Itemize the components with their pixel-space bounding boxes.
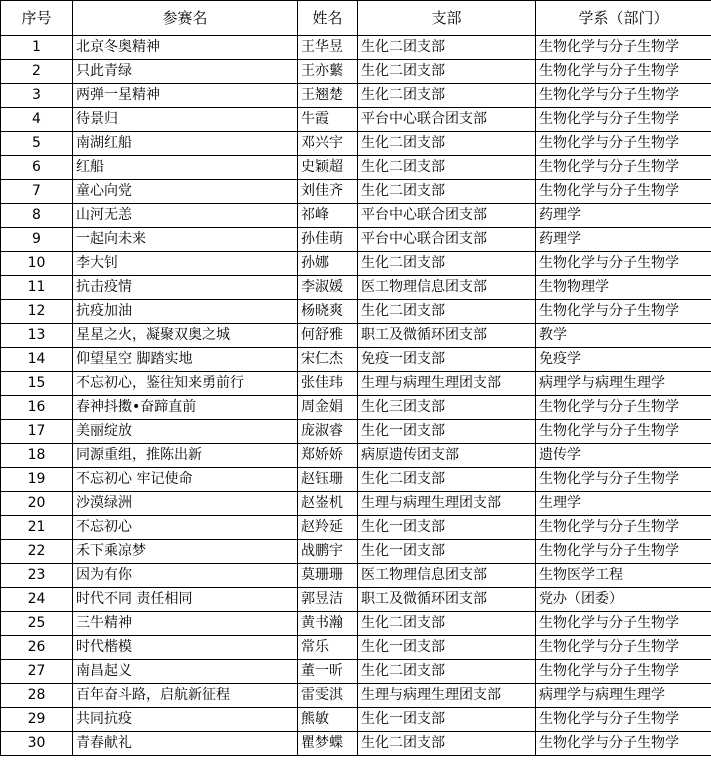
cell-person-name: 何舒雅 [298,324,358,348]
table-row [1,348,711,372]
cell-branch: 病原遗传团支部 [358,444,536,468]
cell-person-name: 瞿梦蝶 [298,732,358,756]
cell-branch: 生化一团支部 [358,708,536,732]
cell-entry-name: 禾下乘凉梦 [73,540,298,564]
table-row [1,636,711,660]
cell-branch: 医工物理信息团支部 [358,564,536,588]
table-row [1,300,711,324]
table-row [1,252,711,276]
cell-index: 23 [1,564,73,588]
cell-person-name: 孙佳萌 [298,228,358,252]
cell-branch: 平台中心联合团支部 [358,108,536,132]
cell-entry-name: 南湖红船 [73,132,298,156]
cell-department: 生物化学与分子生物学 [536,708,711,732]
cell-entry-name: 红船 [73,156,298,180]
cell-person-name: 牛霞 [298,108,358,132]
cell-index: 5 [1,132,73,156]
cell-department: 生物化学与分子生物学 [536,84,711,108]
table-row [1,492,711,516]
cell-index: 24 [1,588,73,612]
cell-department: 药理学 [536,204,711,228]
cell-index: 3 [1,84,73,108]
cell-entry-name: 共同抗疫 [73,708,298,732]
cell-index: 29 [1,708,73,732]
cell-index: 11 [1,276,73,300]
cell-branch: 医工物理信息团支部 [358,276,536,300]
cell-index: 10 [1,252,73,276]
cell-entry-name: 春神抖擞•奋蹄直前 [73,396,298,420]
table-row [1,132,711,156]
cell-index: 27 [1,660,73,684]
cell-department: 生物化学与分子生物学 [536,540,711,564]
cell-person-name: 周金娟 [298,396,358,420]
table-header [1,1,711,36]
cell-index: 2 [1,60,73,84]
table-row [1,156,711,180]
cell-index: 13 [1,324,73,348]
cell-department: 生物化学与分子生物学 [536,516,711,540]
table-row [1,588,711,612]
cell-branch: 生化二团支部 [358,132,536,156]
cell-branch: 生化一团支部 [358,636,536,660]
cell-branch: 生化二团支部 [358,612,536,636]
cell-department: 生物化学与分子生物学 [536,156,711,180]
cell-department: 生物化学与分子生物学 [536,396,711,420]
cell-department: 病理学与病理生理学 [536,684,711,708]
table-row [1,516,711,540]
cell-department: 教学 [536,324,711,348]
cell-person-name: 史颖超 [298,156,358,180]
cell-entry-name: 青春献礼 [73,732,298,756]
cell-index: 21 [1,516,73,540]
cell-entry-name: 同源重组，推陈出新 [73,444,298,468]
cell-index: 15 [1,372,73,396]
cell-department: 病理学与病理生理学 [536,372,711,396]
table-row [1,612,711,636]
cell-branch: 生理与病理生理团支部 [358,372,536,396]
cell-entry-name: 两弹一星精神 [73,84,298,108]
cell-person-name: 祁峰 [298,204,358,228]
cell-branch: 生化二团支部 [358,156,536,180]
cell-index: 20 [1,492,73,516]
table-row [1,660,711,684]
cell-department: 生物化学与分子生物学 [536,660,711,684]
table-row [1,204,711,228]
cell-entry-name: 不忘初心 [73,516,298,540]
cell-index: 6 [1,156,73,180]
cell-index: 19 [1,468,73,492]
cell-person-name: 宋仁杰 [298,348,358,372]
cell-department: 生物化学与分子生物学 [536,132,711,156]
cell-person-name: 郑娇娇 [298,444,358,468]
cell-person-name: 王华昱 [298,36,358,60]
cell-person-name: 董一昕 [298,660,358,684]
cell-person-name: 王亦蘩 [298,60,358,84]
header-person-name: 姓名 [298,1,358,36]
cell-index: 26 [1,636,73,660]
table-row [1,84,711,108]
cell-branch: 生化一团支部 [358,420,536,444]
cell-person-name: 战鹏宇 [298,540,358,564]
cell-index: 28 [1,684,73,708]
cell-branch: 生化二团支部 [358,252,536,276]
header-branch: 支部 [358,1,536,36]
table-row [1,324,711,348]
cell-person-name: 赵钰珊 [298,468,358,492]
cell-entry-name: 三牛精神 [73,612,298,636]
cell-branch: 生理与病理生理团支部 [358,492,536,516]
table-row [1,420,711,444]
cell-department: 免疫学 [536,348,711,372]
cell-department: 党办（团委） [536,588,711,612]
cell-department: 药理学 [536,228,711,252]
cell-person-name: 郭昱洁 [298,588,358,612]
table-row [1,276,711,300]
cell-branch: 职工及微循环团支部 [358,324,536,348]
table-row [1,228,711,252]
cell-branch: 生化二团支部 [358,732,536,756]
cell-branch: 生化一团支部 [358,516,536,540]
cell-entry-name: 不忘初心 牢记使命 [73,468,298,492]
cell-entry-name: 李大钊 [73,252,298,276]
cell-department: 生理学 [536,492,711,516]
header-index: 序号 [1,1,73,36]
table-row [1,444,711,468]
cell-entry-name: 山河无恙 [73,204,298,228]
cell-index: 16 [1,396,73,420]
cell-person-name: 王翘楚 [298,84,358,108]
cell-entry-name: 童心向党 [73,180,298,204]
cell-department: 生物化学与分子生物学 [536,60,711,84]
cell-department: 生物化学与分子生物学 [536,468,711,492]
cell-person-name: 庞淑睿 [298,420,358,444]
cell-index: 12 [1,300,73,324]
cell-person-name: 莫珊珊 [298,564,358,588]
cell-department: 生物化学与分子生物学 [536,252,711,276]
cell-entry-name: 美丽绽放 [73,420,298,444]
cell-index: 22 [1,540,73,564]
cell-person-name: 杨晓爽 [298,300,358,324]
cell-person-name: 刘佳齐 [298,180,358,204]
cell-person-name: 常乐 [298,636,358,660]
cell-branch: 平台中心联合团支部 [358,204,536,228]
cell-branch: 生化二团支部 [358,60,536,84]
cell-department: 生物化学与分子生物学 [536,420,711,444]
cell-entry-name: 因为有你 [73,564,298,588]
cell-entry-name: 南昌起义 [73,660,298,684]
cell-entry-name: 时代楷模 [73,636,298,660]
cell-index: 8 [1,204,73,228]
cell-index: 30 [1,732,73,756]
table-row [1,60,711,84]
cell-person-name: 黄书瀚 [298,612,358,636]
table-row [1,732,711,756]
cell-branch: 职工及微循环团支部 [358,588,536,612]
cell-person-name: 赵羚延 [298,516,358,540]
header-department: 学系（部门） [536,1,711,36]
cell-branch: 生化三团支部 [358,396,536,420]
cell-department: 遗传学 [536,444,711,468]
cell-index: 4 [1,108,73,132]
cell-department: 生物化学与分子生物学 [536,636,711,660]
cell-department: 生物化学与分子生物学 [536,108,711,132]
table-row [1,540,711,564]
cell-person-name: 赵崟机 [298,492,358,516]
table-row [1,564,711,588]
cell-index: 7 [1,180,73,204]
cell-person-name: 李淑媛 [298,276,358,300]
cell-department: 生物化学与分子生物学 [536,300,711,324]
cell-index: 9 [1,228,73,252]
table-row [1,108,711,132]
table-row [1,708,711,732]
cell-entry-name: 抗击疫情 [73,276,298,300]
cell-entry-name: 北京冬奥精神 [73,36,298,60]
cell-entry-name: 只此青绿 [73,60,298,84]
cell-department: 生物物理学 [536,276,711,300]
cell-entry-name: 抗疫加油 [73,300,298,324]
cell-person-name: 熊敏 [298,708,358,732]
cell-index: 25 [1,612,73,636]
table-row [1,684,711,708]
cell-branch: 生化二团支部 [358,84,536,108]
cell-entry-name: 星星之火，凝聚双奥之城 [73,324,298,348]
cell-entry-name: 不忘初心，鉴往知来勇前行 [73,372,298,396]
cell-person-name: 孙娜 [298,252,358,276]
cell-entry-name: 仰望星空 脚踏实地 [73,348,298,372]
cell-branch: 生化二团支部 [358,468,536,492]
cell-entry-name: 沙漠绿洲 [73,492,298,516]
cell-branch: 平台中心联合团支部 [358,228,536,252]
cell-branch: 生化二团支部 [358,660,536,684]
cell-branch: 生化二团支部 [358,300,536,324]
cell-branch: 生化二团支部 [358,36,536,60]
cell-department: 生物化学与分子生物学 [536,36,711,60]
cell-entry-name: 待景归 [73,108,298,132]
table-body [1,36,711,756]
cell-person-name: 雷雯淇 [298,684,358,708]
table-row [1,372,711,396]
cell-entry-name: 时代不同 责任相同 [73,588,298,612]
cell-entry-name: 百年奋斗路，启航新征程 [73,684,298,708]
cell-branch: 生化一团支部 [358,540,536,564]
cell-index: 1 [1,36,73,60]
table-row [1,396,711,420]
cell-person-name: 张佳玮 [298,372,358,396]
table-row [1,468,711,492]
cell-department: 生物化学与分子生物学 [536,732,711,756]
cell-index: 17 [1,420,73,444]
cell-department: 生物医学工程 [536,564,711,588]
cell-branch: 生理与病理生理团支部 [358,684,536,708]
cell-index: 18 [1,444,73,468]
table-row [1,180,711,204]
cell-branch: 生化二团支部 [358,180,536,204]
header-row [1,1,711,36]
cell-person-name: 邓兴宇 [298,132,358,156]
cell-department: 生物化学与分子生物学 [536,612,711,636]
cell-department: 生物化学与分子生物学 [536,180,711,204]
cell-index: 14 [1,348,73,372]
cell-entry-name: 一起向未来 [73,228,298,252]
cell-branch: 免疫一团支部 [358,348,536,372]
header-entry-name: 参赛名 [73,1,298,36]
table-row [1,36,711,60]
